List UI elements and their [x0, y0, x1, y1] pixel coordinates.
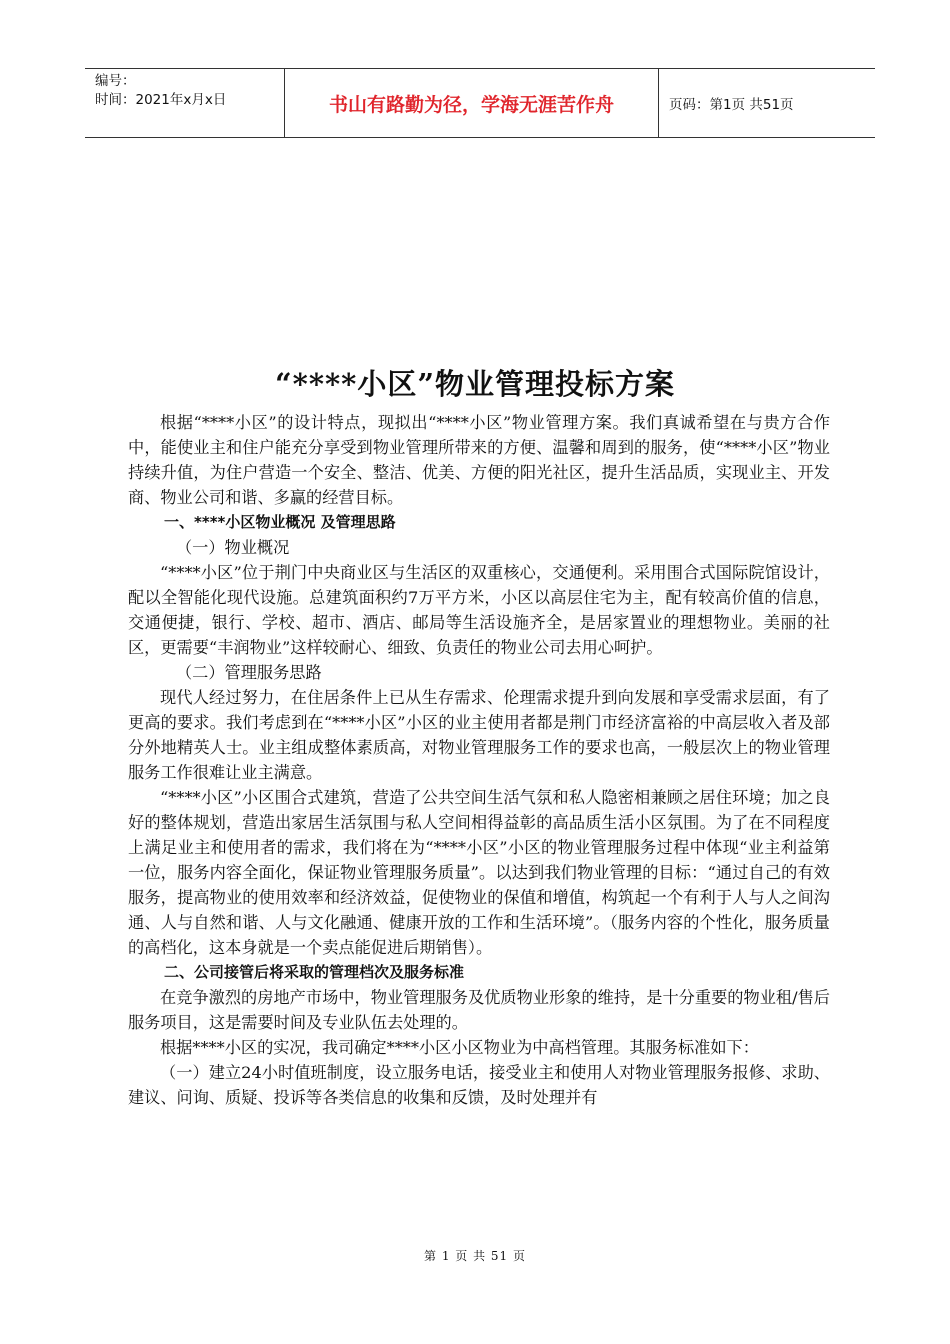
time-label: 时间：2021年x月x日: [95, 92, 227, 108]
document-body: [128, 410, 830, 1110]
body-paragraph: “****小区”位于荆门中央商业区与生活区的双重核心，交通便利。采用围合式国际院馆设计，配以全智能化现代设施。总建筑面积约7万平方米，小区以高层住宅为主，配有较高价值的信息，交通便捷，银行、学校、超市、酒店、邮局等生活设施齐全，是居家置业的理想物业。美丽的社区，更需要“丰润物业”这样较耐心、细致、负责任的物业公司去用心呵护。: [128, 563, 830, 657]
page-header: [85, 68, 875, 138]
header-motto: 书山有路勤为径，学海无涯苦作舟: [285, 69, 659, 137]
body-paragraph: 根据****小区的实况，我司确定****小区小区物业为中高档管理。其服务标准如下：: [160, 1038, 759, 1057]
body-paragraph: “****小区”小区围合式建筑，营造了公共空间生活气氛和私人隐密相兼顾之居住环境；加之良好的整体规划，营造出家居生活氛围与私人空间相得益彰的高品质生活小区氛围。为了在不同程度上满足业主和使用者的需求，我们将在为“****小区”小区的物业管理服务过程中体现“业主利益第一位，服务内容全面化，保证物业管理服务质量”。以达到我们物业管理的目标：“通过自己的有效服务，提高物业的使用效率和经济效益，促使物业的保值和增值，构筑起一个有利于人与人之间沟通、人与自然和谐、人与文化融通、健康开放的工作和生活环境”。（服务内容的个性化，服务质量的高档化，这本身就是一个卖点能促进后期销售）。: [128, 788, 830, 957]
section-heading-1: 一、****小区物业概况 及管理思路: [164, 513, 396, 531]
header-page-info: 页码：第1页 共51页: [669, 97, 794, 113]
intro-paragraph: 根据“****小区”的设计特点，现拟出“****小区”物业管理方案。我们真诚希望在与贵方合作中，能使业主和住户能充分享受到物业管理所带来的方便、温馨和周到的服务，使“****小区”物业持续升值，为住户营造一个安全、整洁、优美、方便的阳光社区，提升生活品质，实现业主、开发商、物业公司和谐、多赢的经营目标。: [128, 413, 830, 507]
body-paragraph: （一）建立24小时值班制度，设立服务电话，接受业主和使用人对物业管理服务报修、求助、建议、问询、质疑、投诉等各类信息的收集和反馈，及时处理并有: [128, 1063, 830, 1107]
number-label: 编号：: [95, 73, 136, 89]
body-paragraph: 在竞争激烈的房地产市场中，物业管理服务及优质物业形象的维持，是十分重要的物业租/售后服务项目，这是需要时间及专业队伍去处理的。: [128, 988, 830, 1032]
subsection-heading-2: （二）管理服务思路: [176, 663, 322, 682]
page-footer: 第 1 页 共 51 页: [424, 1249, 526, 1263]
subsection-heading-1: （一）物业概况: [176, 538, 290, 557]
section-heading-2: 二、公司接管后将采取的管理档次及服务标准: [164, 963, 465, 981]
body-paragraph: 现代人经过努力，在住居条件上已从生存需求、伦理需求提升到向发展和享受需求层面，有了更高的要求。我们考虑到在“****小区”小区的业主使用者都是荆门市经济富裕的中高层收入者及部分外地精英人士。业主组成整体素质高，对物业管理服务工作的要求也高，一般层次上的物业管理服务工作很难让业主满意。: [128, 688, 830, 782]
header-meta: [85, 69, 285, 137]
document-title: “****小区”物业管理投标方案: [274, 367, 676, 401]
